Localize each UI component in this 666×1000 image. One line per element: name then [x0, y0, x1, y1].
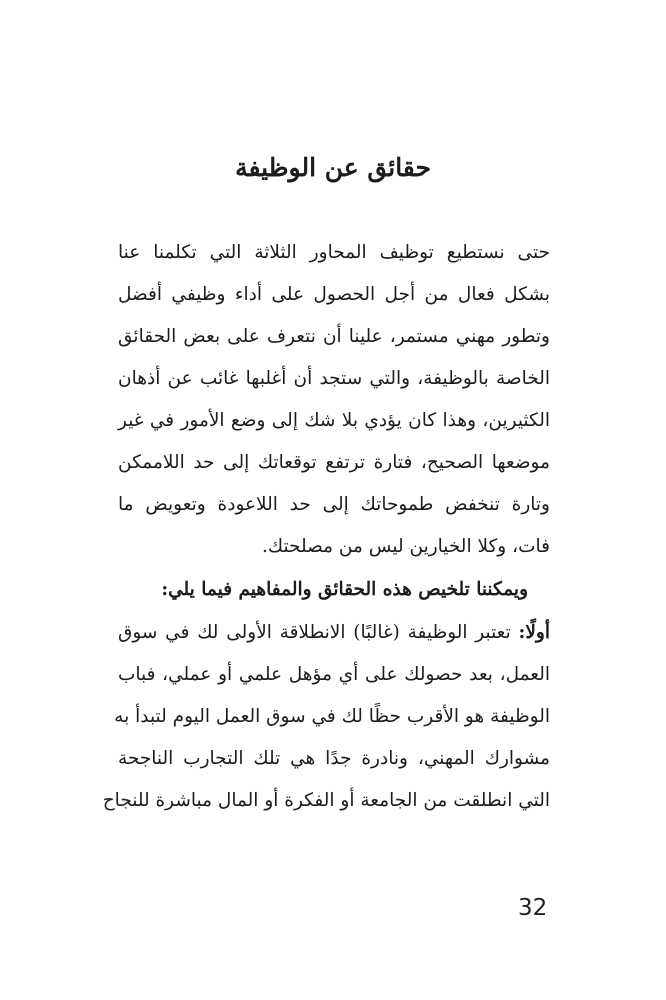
body-text — [102, 232, 550, 822]
paragraph-line: الخاصة بالوظيفة، والتي ستجد أن أغلبها غائب عن أذهان — [118, 368, 550, 389]
paragraph-line: الوظيفة هو الأقرب حظًا لك في سوق العمل اليوم لتبدأ به — [114, 706, 550, 727]
paragraph-line: وتارة تنخفض طموحاتك إلى حد اللاعودة وتعويض ما — [118, 494, 550, 515]
paragraph-line: مشوارك المهني، ونادرة جدًا هي تلك التجارب الناجحة — [118, 748, 550, 769]
summary-heading: ويمكننا تلخيص هذه الحقائق والمفاهيم فيما يلي: — [161, 579, 528, 600]
paragraph-line: الكثيرين، وهذا كان يؤدي بلا شك إلى وضع الأمور في غير — [118, 410, 550, 431]
point-first-line — [118, 612, 550, 654]
page-title: حقائق عن الوظيفة — [235, 153, 431, 182]
paragraph-line: حتى نستطيع توظيف المحاور الثلاثة التي تكلمنا عنا — [118, 242, 550, 263]
paragraph-line: بشكل فعال من أجل الحصول على أداء وظيفي أفضل — [118, 284, 550, 305]
paragraph-line: وتطور مهني مستمر، علينا أن نتعرف على بعض الحقائق — [118, 326, 550, 347]
paragraph-line: العمل، بعد حصولك على أي مؤهل علمي أو عملي، فباب — [118, 664, 550, 685]
paragraph-line: التي انطلقت من الجامعة أو الفكرة أو المال مباشرة للنجاح — [102, 790, 550, 811]
paragraph-line: موضعها الصحيح، فتارة ترتفع توقعاتك إلى حد اللاممكن — [118, 452, 550, 473]
point-lead-label: أولًا: — [518, 622, 550, 643]
point-first-line-text: تعتبر الوظيفة (غالبًا) الانطلاقة الأولى لك في سوق — [118, 622, 519, 643]
paragraph-line: فات، وكلا الخيارين ليس من مصلحتك. — [261, 536, 550, 557]
page-number: 32 — [518, 895, 548, 921]
